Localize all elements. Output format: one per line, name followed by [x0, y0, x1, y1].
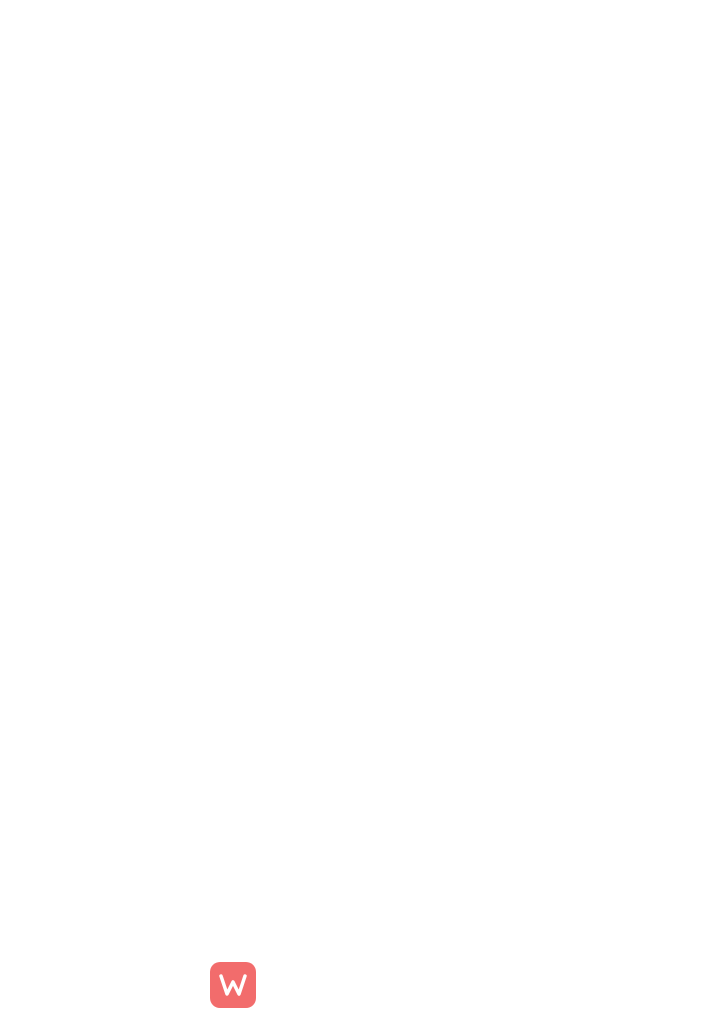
wps-logo-icon [210, 962, 256, 1008]
wps-edit-banner[interactable] [210, 961, 550, 1009]
